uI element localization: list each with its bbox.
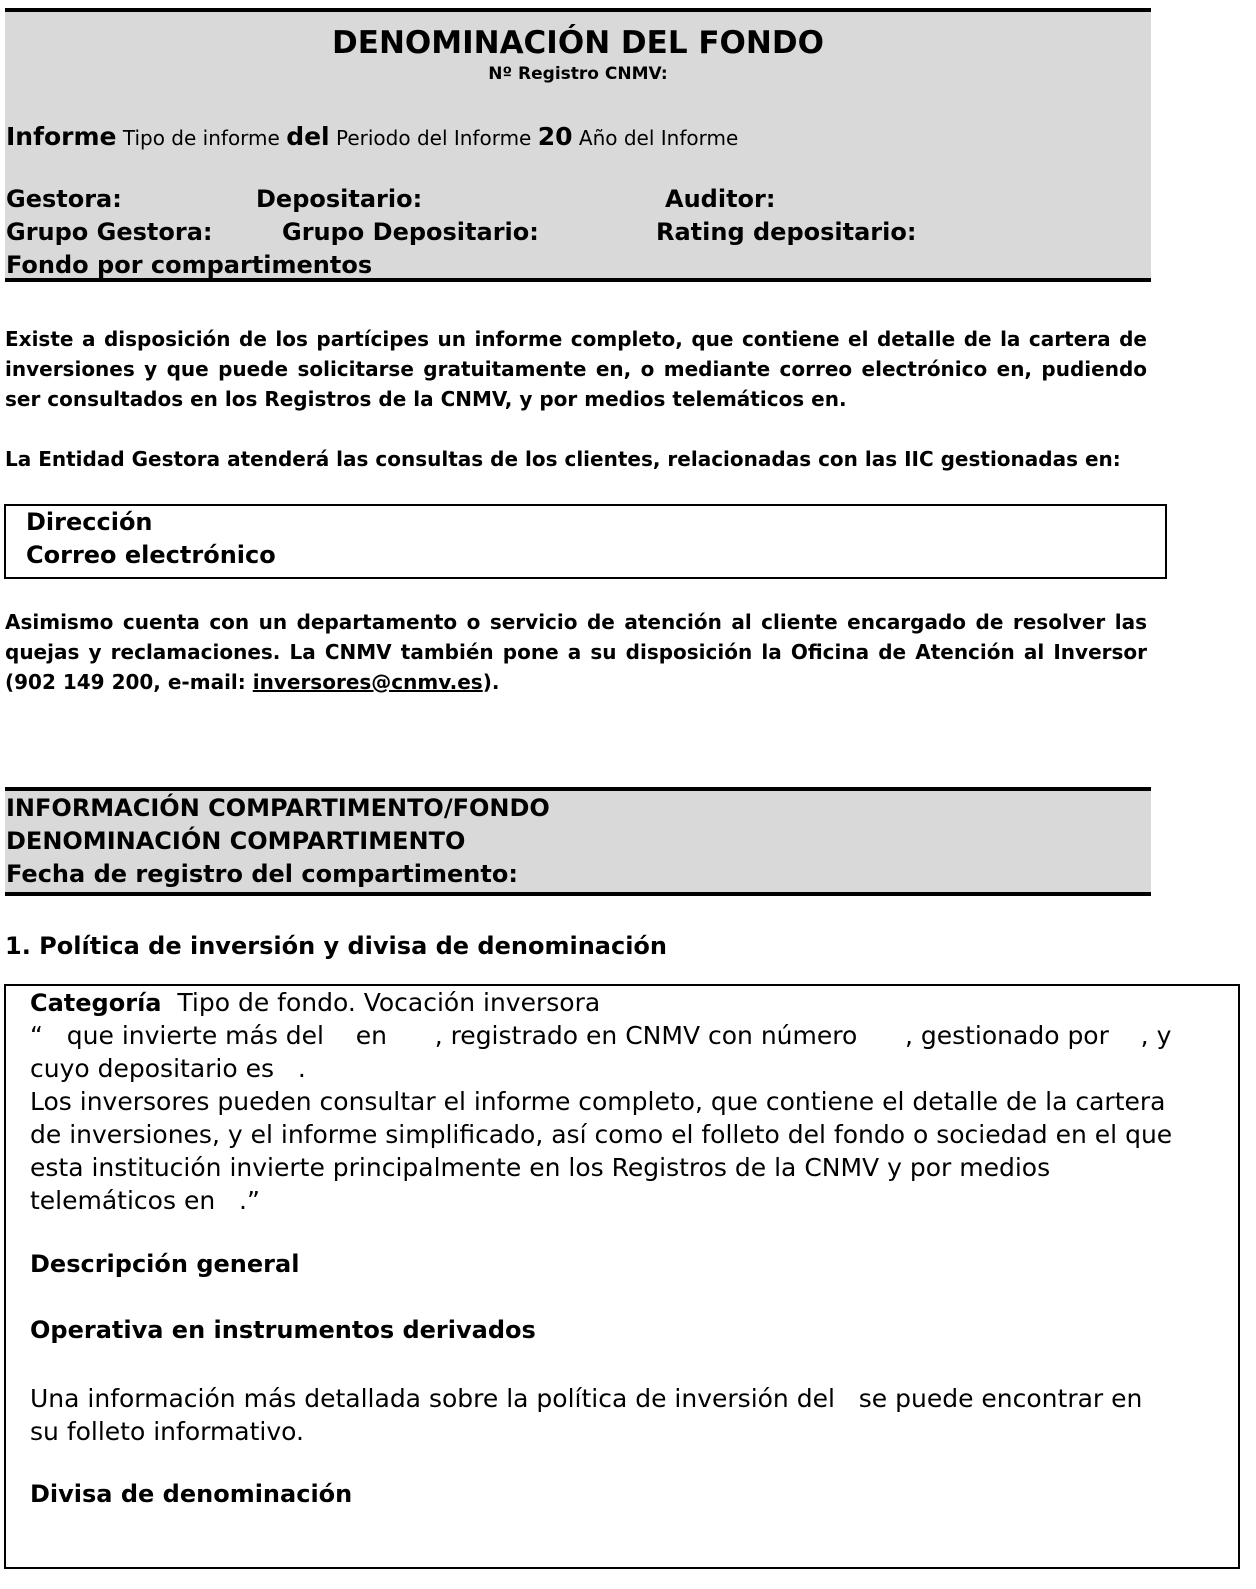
investment-policy-box: [4, 984, 1240, 1569]
divisa-denominacion-heading: Divisa de denominación: [30, 1480, 353, 1508]
periodo-informe-field: Periodo del Informe: [335, 126, 532, 150]
informe-word: Informe: [6, 122, 117, 151]
auditor-label: Auditor:: [665, 185, 776, 213]
cnmv-email-link[interactable]: inversores@cnmv.es: [252, 670, 483, 694]
registro-cnmv-label: Nº Registro CNMV:: [488, 64, 668, 84]
categoria-line: [30, 986, 600, 1020]
descripcion-general-heading: Descripción general: [30, 1250, 300, 1278]
categoria-label: Categoría: [30, 989, 162, 1017]
fondo-compartimentos-label: Fondo por compartimentos: [6, 251, 373, 279]
correo-electronico-label: Correo electrónico: [26, 541, 276, 569]
fund-title: DENOMINACIÓN DEL FONDO: [332, 25, 824, 61]
year-prefix: 20: [537, 122, 573, 151]
detalle-politica-line: su folleto informativo.: [30, 1417, 304, 1446]
categoria-value: Tipo de fondo. Vocación inversora: [177, 988, 601, 1017]
atencion-cliente-paragraph: [5, 607, 1147, 697]
compartimento-block: [5, 787, 1151, 896]
policy-quote-line: de inversiones, y el informe simplificado, así como el folleto del fondo o sociedad en el que: [30, 1120, 1173, 1149]
del-word: del: [286, 122, 330, 151]
fund-header-block: [5, 8, 1151, 282]
informe-line: [6, 122, 738, 151]
detalle-politica-line: Una información más detallada sobre la política de inversión del se puede encontrar en: [30, 1384, 1143, 1413]
policy-quote-line: “ que invierte más del en , registrado en CNMV con número , gestionado por , y: [30, 1021, 1172, 1050]
informacion-compartimento-label: INFORMACIÓN COMPARTIMENTO/FONDO: [6, 794, 550, 822]
tipo-informe-field: Tipo de informe: [122, 126, 280, 150]
depositario-label: Depositario:: [256, 185, 423, 213]
fecha-registro-label: Fecha de registro del compartimento:: [6, 860, 518, 888]
anio-informe-field: Año del Informe: [578, 126, 739, 150]
atencion-closing: ).: [482, 670, 500, 694]
policy-quote-line: telemáticos en .”: [30, 1186, 260, 1215]
grupo-gestora-label: Grupo Gestora:: [6, 218, 213, 246]
policy-quote-line: cuyo depositario es .: [30, 1054, 306, 1083]
rating-depositario-label: Rating depositario:: [656, 218, 917, 246]
denominacion-compartimento-label: DENOMINACIÓN COMPARTIMENTO: [6, 827, 466, 855]
consultas-paragraph: La Entidad Gestora atenderá las consultas de los clientes, relacionadas con las IIC gestionadas en:: [5, 447, 1121, 471]
contact-box: [4, 504, 1167, 579]
direccion-label: Dirección: [26, 508, 153, 536]
section-1-heading: 1. Política de inversión y divisa de denominación: [5, 932, 668, 960]
operativa-derivados-heading: Operativa en instrumentos derivados: [30, 1316, 536, 1344]
atencion-text: Asimismo cuenta con un departamento o servicio de atención al cliente encargado de resolver las quejas y reclamaciones. La CNMV también pone a su disposición la Oficina de Atención al Inversor (902 149 200, e-mail:: [5, 610, 1147, 694]
grupo-depositario-label: Grupo Depositario:: [282, 218, 539, 246]
gestora-label: Gestora:: [6, 185, 122, 213]
policy-quote-line: Los inversores pueden consultar el informe completo, que contiene el detalle de la cartera: [30, 1087, 1166, 1116]
informe-disposicion-paragraph: Existe a disposición de los partícipes un informe completo, que contiene el detalle de la cartera de inversiones y que puede solicitarse gratuitamente en, o mediante correo electrónico en, pudiendo ser consultados en los Registros de la CNMV, y por medios telemáticos en.: [5, 327, 1147, 411]
policy-quote-line: esta institución invierte principalmente en los Registros de la CNMV y por medios: [30, 1153, 1051, 1182]
